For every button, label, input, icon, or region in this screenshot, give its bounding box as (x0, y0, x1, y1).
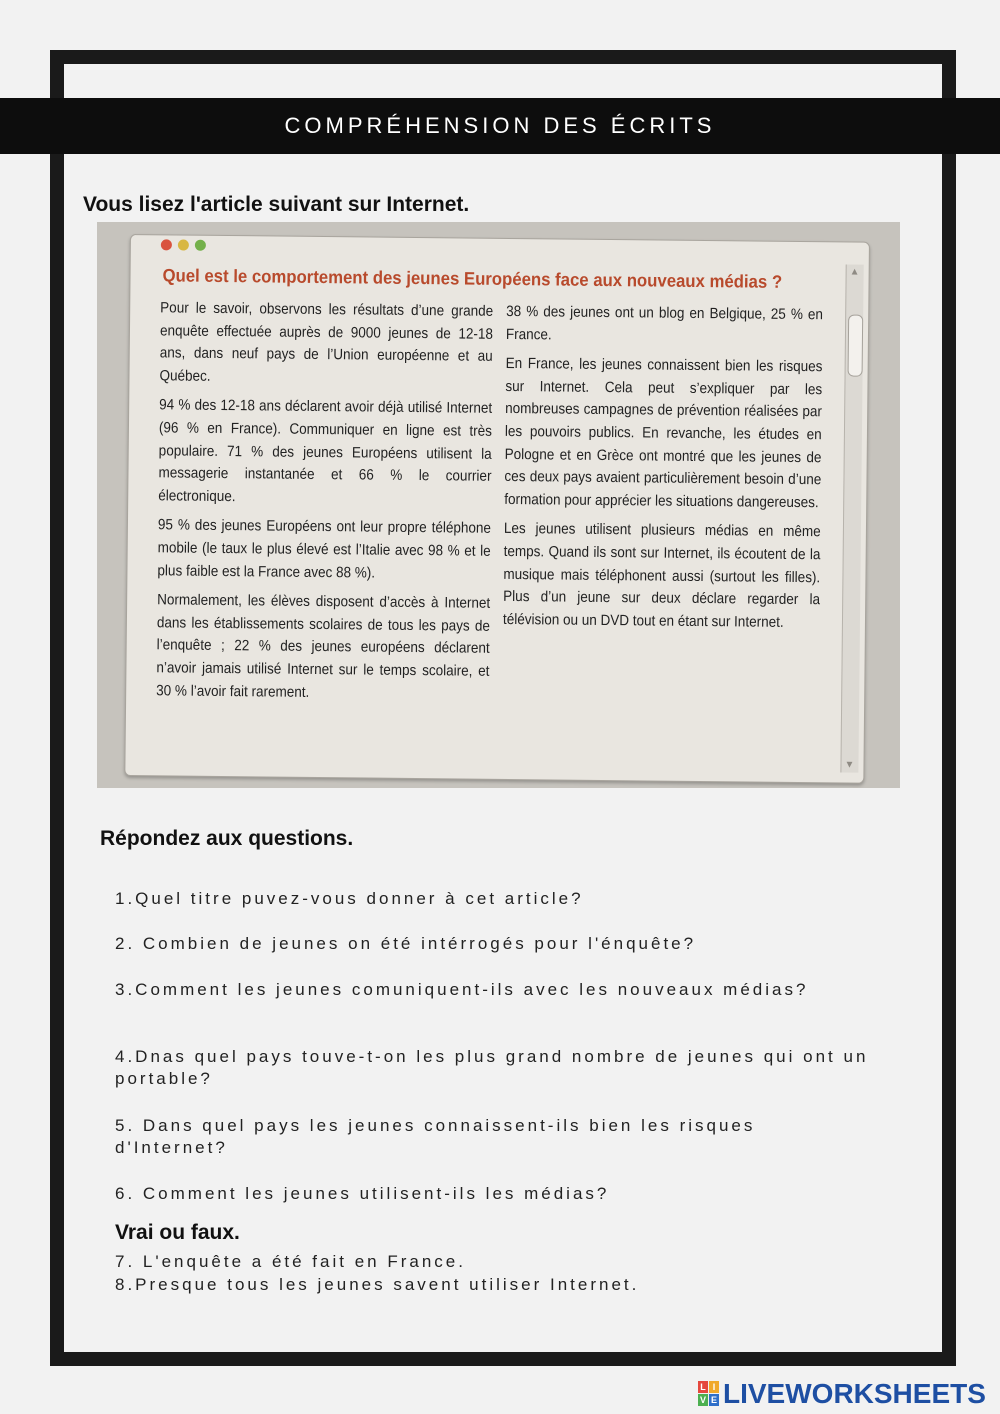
article-title: Quel est le comportement des jeunes Européens face aux nouveaux médias ? (162, 265, 783, 292)
question-3: 3.Comment les jeunes comuniquent-ils avec les nouveaux médias? (115, 980, 809, 999)
true-false-item-7: 7. L'enquête a été fait en France. (115, 1252, 466, 1271)
section-banner (0, 98, 1000, 154)
article-left-column (156, 297, 493, 713)
logo-badge-icon (698, 1381, 720, 1407)
question-4: 4.Dnas quel pays touve-t-on les plus grand nombre de jeunes qui ont un portable? (115, 1047, 869, 1088)
close-dot-icon (161, 239, 172, 250)
article-paragraph: 38 % des jeunes ont un blog en Belgique, 25 % en France. (505, 302, 824, 344)
maximize-dot-icon (195, 240, 206, 251)
window-scrollbar (840, 264, 863, 772)
article-right-column (503, 301, 823, 642)
intro-text: Vous lisez l'article suivant sur Internet. (83, 193, 470, 216)
window-titlebar (131, 235, 869, 261)
liveworksheets-logo (698, 1378, 986, 1410)
banner-title: COMPRÉHENSION DES ÉCRITS (284, 113, 716, 138)
logo-badge-letter: L (698, 1381, 708, 1393)
logo-text: LIVEWORKSHEETS (723, 1378, 986, 1409)
article-paragraph: 95 % des jeunes Européens ont leur propre téléphone mobile (le taux le plus élevé est l’Italie avec 98 % et le plus faible est la France avec 88 %). (157, 516, 492, 582)
scroll-down-arrow-icon: ▼ (844, 759, 855, 771)
minimize-dot-icon (178, 240, 189, 251)
logo-badge-letter: I (709, 1381, 719, 1393)
article-photo (97, 222, 900, 788)
questions-heading: Répondez aux questions. (100, 827, 354, 850)
logo-badge-letter: V (699, 1395, 706, 1405)
true-false-item-8: 8.Presque tous les jeunes savent utiliser Internet. (115, 1275, 640, 1294)
question-6: 6. Comment les jeunes utilisent-ils les médias? (115, 1184, 610, 1203)
question-5: 5. Dans quel pays les jeunes connaissent-ils bien les risques d'Internet? (115, 1116, 756, 1157)
question-2: 2. Combien de jeunes on été intérrogés pour l'énquête? (115, 934, 697, 953)
article-paragraph: Les jeunes utilisent plusieurs médias en même temps. Quand ils sont sur Internet, ils écoutent de la musique mais téléphonent aussi (surtout les filles). Plus d’un jeune sur deux déclare regarder la télévision ou un DVD tout en étant sur Internet. (502, 520, 821, 631)
article-paragraph: 94 % des 12-18 ans déclarent avoir déjà utilisé Internet (96 % en France). Communiquer en ligne est très populaire. 71 % des jeunes Européens utilisent la messagerie instantanée et 66 % le courrier électronique. (158, 396, 493, 505)
scroll-thumb (848, 315, 864, 377)
true-false-heading: Vrai ou faux. (115, 1221, 240, 1244)
article-paragraph: En France, les jeunes connaissent bien les risques sur Internet. Cela peut s’expliquer par les nombreuses campagnes de prévention réalisées par les pouvoirs publics. En revanche, les études en Pologne et en Grèce ont montré que les jeunes de ces deux pays avaient particulièrement besoin d’une formation pour apprécier les situations dangereuses. (504, 355, 823, 511)
article-paragraph: Pour le savoir, observons les résultats d’une grande enquête effectuée auprès de 9000 jeunes de 12-18 ans, dans neuf pays de l’Union européenne et au Québec. (159, 299, 494, 385)
question-1: 1.Quel titre puvez-vous donner à cet article? (115, 889, 584, 908)
article-paragraph: Normalement, les élèves disposent d’accès à Internet dans les établissements scolaires de tous les pays de l’enquête ; 22 % des jeunes européens déclarent n’avoir jamais utilisé Internet sur le temps scolaire, et 30 % l’avoir fait rarement. (156, 591, 491, 701)
scroll-up-arrow-icon: ▲ (849, 266, 860, 278)
browser-window (124, 234, 870, 784)
logo-badge-letter: E (710, 1395, 717, 1405)
